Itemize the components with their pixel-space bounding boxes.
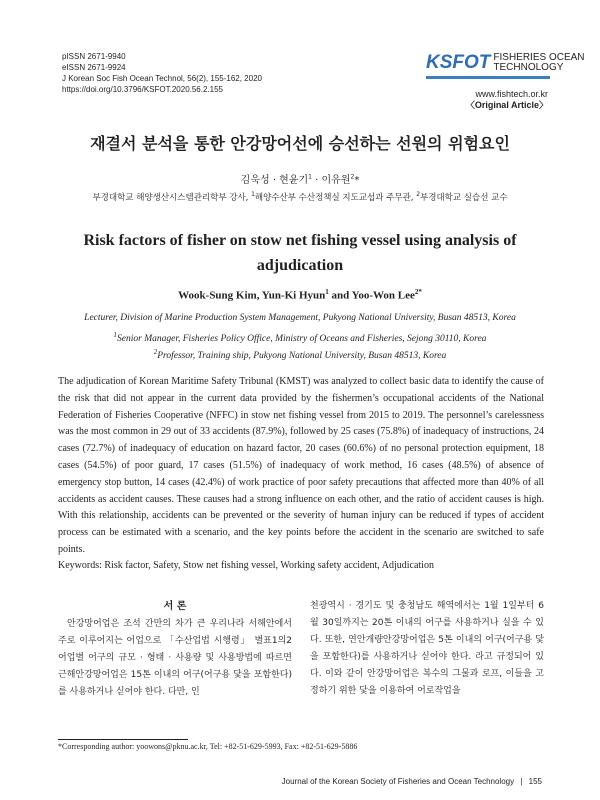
footer-separator: | [520,777,523,786]
section-title-introduction: 서 론 [163,601,187,612]
journal-logo [426,52,585,79]
korean-affiliation-1: 부경대학교 해양생산시스템관리학부 강사, [92,193,252,203]
korean-affil-sup-1: 1 [251,191,255,199]
keywords: Keywords: Risk factor, Safety, Stow net fishing vessel, Working safety accident, Adjudication [58,560,434,571]
english-affiliation-1 [0,331,600,344]
english-affiliation-sup-1: 1 [113,331,118,339]
english-affiliation-text-0: Lecturer, Division of Marine Production System Management, Pukyong National University, Busan 48513, Korea [84,313,516,323]
english-author-2: and Yoo-Won Lee [328,289,415,302]
english-title: Risk factors of fisher on stow net fishing vessel using analysis of adjudication [83,232,517,274]
logo-underline [426,76,550,79]
korean-author-sup-1: 1 [308,173,312,181]
journal-reference: J Korean Soc Fish Ocean Technol, 56(2), 155-162, 2020 [62,74,262,83]
english-affiliation-2 [0,348,600,361]
korean-author-1: 김욱성 · 현윤기 [240,175,309,186]
pissn: pISSN 2671-9940 [62,52,126,61]
journal-metadata [62,51,262,95]
english-author-sup-1: 1 [325,288,329,296]
english-author-1: Wook-Sung Kim, Yun-Ki Hyun [178,289,326,302]
footnote-divider [58,739,188,740]
korean-affiliations [0,191,600,203]
english-affiliation-sup-2: 2 [153,348,158,356]
page-number: 155 [528,777,542,786]
page-footer [282,777,542,786]
footer-journal-name: Journal of the Korean Society of Fisheries and Ocean Technology [281,777,515,786]
english-affiliation-text-2: Professor, Training ship, Pukyong National University, Busan 48513, Korea [157,351,447,362]
korean-affiliation-3: 부경대학교 실습선 교수 [420,193,508,203]
logo-line-2: TECHNOLOGY [493,62,564,73]
body-left-column [58,598,292,701]
logo-mark-text: KSFOT [426,52,491,73]
english-author-sup-2: 2* [414,288,422,296]
body-paragraph-left: 안강망어업은 조석 간만의 차가 큰 우리나라 서해안에서 주로 이루어지는 어업으로 「수산업법 시행령」 별표1의2 어업별 어구의 규모 · 형태 · 사용량 및 사용방법에 따르면 근해안강망어업은 15톤 이내의 어구(어구용 닻을 포함한다)를 사용하거나 싣어야 한다. 다만, 인 [58,619,292,697]
eissn: eISSN 2671-9924 [62,63,126,72]
body-right-column [310,598,544,700]
body-paragraph-right: 천광역시 · 경기도 및 충청남도 해역에서는 1월 1일부터 6월 30일까지는 20톤 이내의 어구를 사용하거나 실을 수 있다. 또한, 연안개량안강망어업은 5톤 이내의 어구(어구용 닻을 포함한다)를 사용하거나 싣어야 한다. 라고 규정되어 있다. 이와 같이 안강망어업은 복수의 그물과 로프, 이들을 고정하기 위한 닻을 이용하여 어로작업을 [310,601,544,696]
site-info [466,89,548,111]
korean-authors [0,171,600,186]
article-type: 〈Original Article〉 [465,100,548,110]
abstract: The adjudication of Korean Maritime Safety Tribunal (KMST) was analyzed to collect basic data to identify the cause of the risk that did not appear in the current data provided by the fishermen’s occupational accidents of the National Federation of Fisheries Cooperative (NFFC) in stow net fishing vessel from 2015 to 2019. The personnel’s carelessness was the most common in 29 out of 33 accidents (87.9%), followed by 25 cases (75.8%) of inadequacy of instructions, 24 cases (72.7%) of inadequacy of education on hazard factor, 20 cases (60.6%) of no personal protection equipment, 18 cases (54.5%) of poor guard, 17 cases (51.5%) of inadequacy of work method, 16 cases (48.5%) of absence of emergency stop button, 14 cases (42.4%) of work practice of poor safety precautions that affected more than 40% of all accidents as accident causes. These causes had a strong influence on each other, and the ratio of accident causes is high. With this relationship, accidents can be prevented or the severity of human injury can be reduced if types of accident process can be estimated with a scenario, and the key points before the accident in the scenario are switched to safe points. [58,376,544,555]
corresponding-star: * [354,175,360,186]
corresponding-author-footnote: *Corresponding author: yoowons@pknu.ac.kr, Tel: +82-51-629-5993, Fax: +82-51-629-5886 [58,742,358,751]
korean-author-sup-2: 2 [350,173,355,181]
english-affiliation-0 [0,313,600,323]
korean-affiliation-2: 해양수산부 수산정책실 지도교섭과 주무관, [254,193,417,203]
korean-author-2: · 이유원 [311,175,351,186]
english-authors [0,288,600,302]
korean-title: 재결서 분석을 통한 안강망어선에 승선하는 선원의 위험요인 [90,134,510,153]
doi-link[interactable]: https://doi.org/10.3796/KSFOT.2020.56.2.155 [62,85,223,94]
website-link[interactable]: www.fishtech.or.kr [475,89,548,99]
logo-line-1: FISHERIES OCEAN [493,52,585,63]
korean-affil-sup-2: 2 [416,191,421,199]
english-affiliation-text-1: Senior Manager, Fisheries Policy Office, Ministry of Oceans and Fisheries, Sejong 30110, Korea [117,334,487,345]
